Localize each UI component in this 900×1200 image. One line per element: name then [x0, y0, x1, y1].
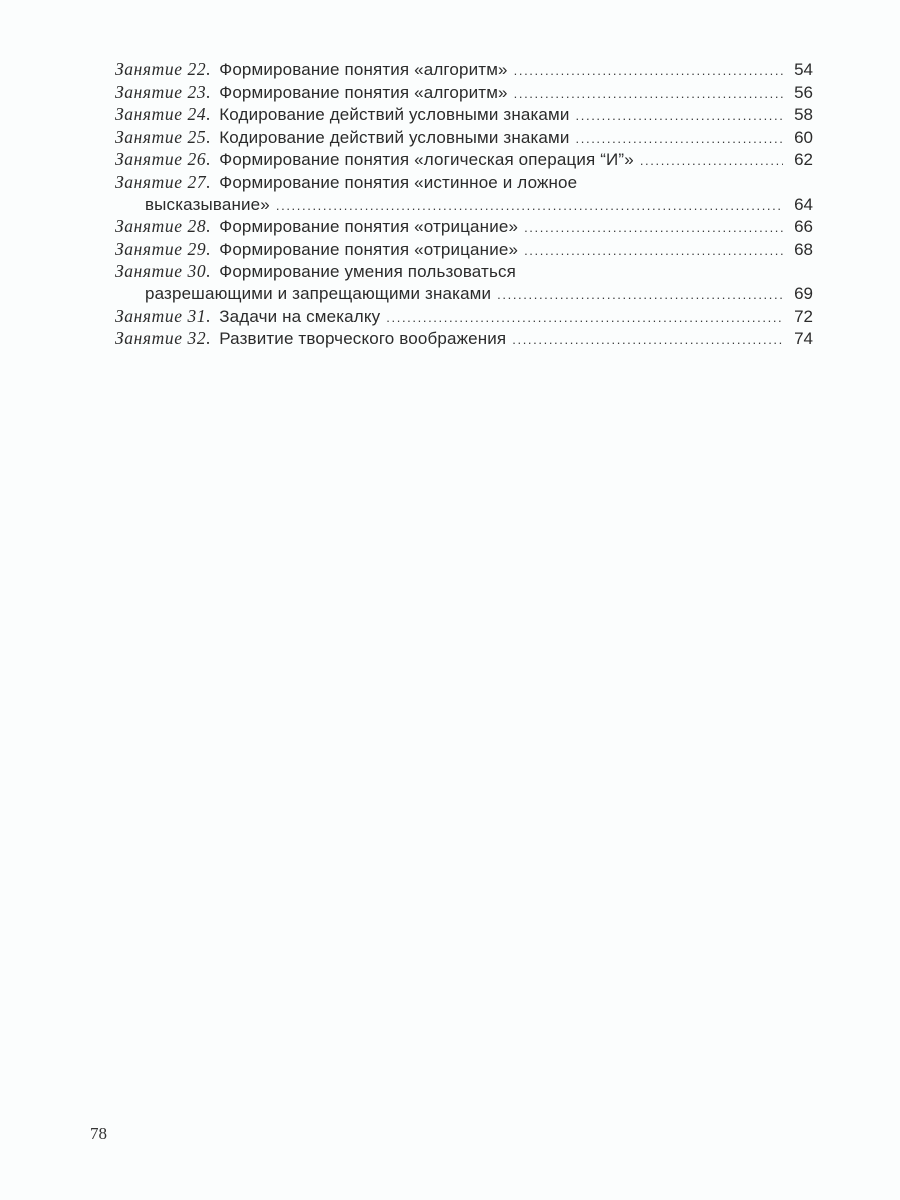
entry-title: Формирование понятия «алгоритм» — [219, 82, 508, 102]
entry-title: Формирование понятия «отрицание» — [219, 217, 519, 237]
lesson-label: Занятие 27. — [115, 171, 212, 192]
page-ref: 62 — [794, 150, 813, 170]
toc-entry-28 — [115, 216, 813, 239]
dot-leader — [640, 149, 783, 172]
page-ref: 56 — [794, 82, 813, 102]
toc-entry-30 — [115, 261, 813, 305]
page-ref: 58 — [794, 105, 813, 125]
entry-title: Формирование понятия «алгоритм» — [219, 60, 508, 79]
entry-title: Развитие творческого воображения — [219, 329, 507, 349]
entry-title: Формирование понятия «истинное и ложное — [219, 172, 578, 192]
entry-title: Формирование понятия «логическая операция “И”» — [219, 150, 634, 170]
page-ref: 64 — [794, 194, 813, 214]
entry-title-continuation: разрешающими и запрещающими знаками — [145, 283, 492, 303]
dot-leader — [276, 194, 783, 217]
dot-leader — [524, 216, 783, 239]
page-ref: 60 — [794, 127, 813, 147]
dot-leader — [576, 104, 783, 127]
entry-title-continuation: высказывание» — [145, 194, 270, 214]
dot-leader — [514, 59, 783, 82]
lesson-label: Занятие 24. — [115, 104, 212, 125]
toc-entry-24 — [115, 104, 813, 127]
lesson-label: Занятие 31. — [115, 305, 212, 326]
dot-leader — [576, 127, 783, 150]
page-ref: 69 — [794, 283, 813, 303]
dot-leader — [524, 239, 783, 262]
toc-entry-27 — [115, 172, 813, 216]
page-ref: 72 — [794, 306, 813, 326]
toc-entry-25 — [115, 127, 813, 150]
entry-title: Формирование умения пользоваться — [219, 262, 516, 282]
lesson-label: Занятие 22. — [115, 59, 212, 79]
lesson-label: Занятие 30. — [115, 261, 212, 282]
page-ref: 66 — [794, 217, 813, 237]
page-ref: 74 — [794, 329, 813, 349]
toc-entry-29 — [115, 239, 813, 262]
lesson-label: Занятие 26. — [115, 149, 212, 170]
entry-title: Формирование понятия «отрицание» — [219, 239, 519, 259]
lesson-label: Занятие 25. — [115, 126, 212, 147]
toc-entry-26 — [115, 149, 813, 172]
lesson-label: Занятие 23. — [115, 81, 212, 102]
lesson-label: Занятие 28. — [115, 216, 212, 237]
entry-title: Кодирование действий условными знаками — [219, 105, 570, 125]
lesson-label: Занятие 29. — [115, 238, 212, 259]
entry-title: Кодирование действий условными знаками — [219, 127, 570, 147]
page-number: 78 — [90, 1124, 107, 1143]
table-of-contents — [115, 59, 813, 351]
page-ref: 68 — [794, 239, 813, 259]
toc-entry-22 — [115, 59, 813, 82]
toc-entry-31 — [115, 306, 813, 329]
toc-entry-32 — [115, 328, 813, 351]
dot-leader — [497, 283, 783, 306]
page-ref: 54 — [794, 60, 813, 79]
dot-leader — [386, 306, 783, 329]
toc-entry-23 — [115, 82, 813, 105]
lesson-label: Занятие 32. — [115, 328, 212, 349]
entry-title: Задачи на смекалку — [219, 306, 381, 326]
dot-leader — [512, 328, 783, 351]
dot-leader — [514, 82, 783, 105]
